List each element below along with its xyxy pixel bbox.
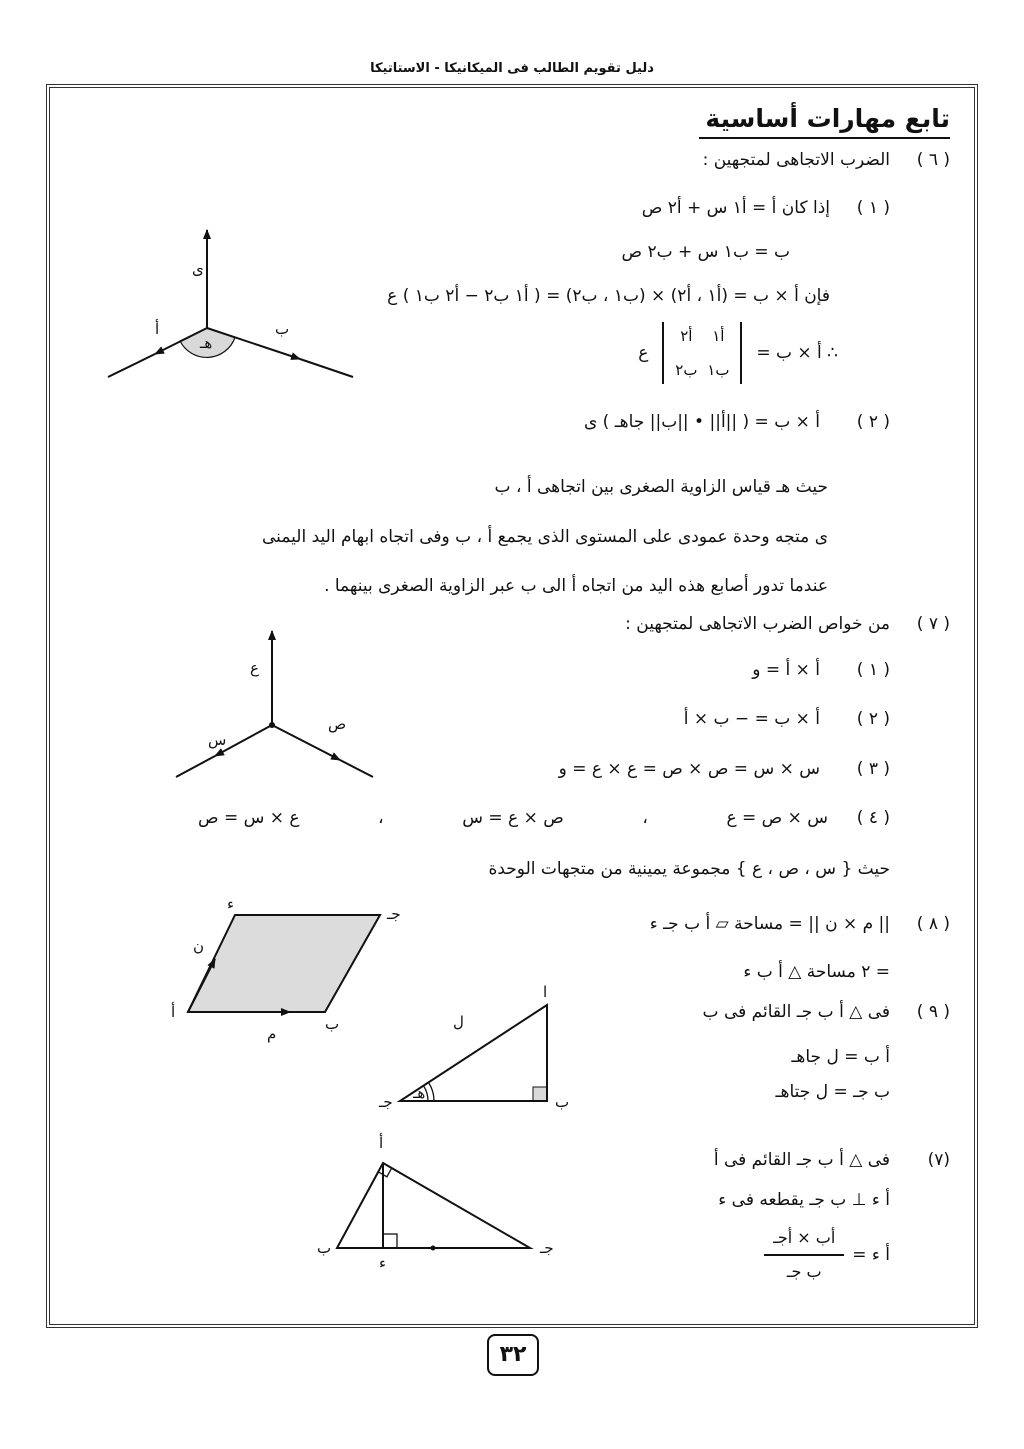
unit-j-line bbox=[340, 760, 373, 777]
prop-1-text: أ × أ = و bbox=[752, 660, 820, 680]
foot-right-angle-mark bbox=[383, 1234, 397, 1248]
prop-4-part: ع × س = ص bbox=[198, 808, 300, 828]
triangle-shape bbox=[337, 1163, 530, 1248]
fraction-numerator: أب × أجـ bbox=[773, 1228, 836, 1247]
running-header: دليل تقويم الطالب فى الميكانيكا - الاستاتيكا bbox=[370, 61, 654, 76]
label-b: ب bbox=[275, 320, 290, 338]
right-triangle-svg bbox=[375, 985, 575, 1115]
parallelogram-shape bbox=[188, 915, 380, 1012]
section-7-heading: من خواص الضرب الاتجاهى لمتجهين : bbox=[625, 614, 890, 634]
altitude-formula bbox=[764, 1226, 890, 1284]
fraction-denominator: ب جـ bbox=[786, 1262, 822, 1281]
origin-point bbox=[269, 722, 275, 728]
prop-4-part: ص × ع = س bbox=[462, 808, 564, 828]
label-theta: هـ bbox=[200, 334, 213, 352]
label-b: ب bbox=[317, 1239, 332, 1257]
section-6-number: ( ٦ ) bbox=[916, 150, 950, 170]
vector-a-definition: إذا كان أ = أ١ س + أ٢ ص bbox=[641, 198, 830, 218]
section-7-number: ( ٧ ) bbox=[916, 614, 950, 634]
sine-relation: أ ب = ل جاهـ bbox=[791, 1047, 890, 1067]
determinant bbox=[662, 322, 742, 384]
prop-4-separator: ، bbox=[642, 808, 648, 828]
item-6-1-number: ( ١ ) bbox=[856, 198, 890, 218]
triangle-area-formula: = ٢ مساحة △ أ ب ء bbox=[743, 962, 890, 982]
angle-arc-outer bbox=[429, 1082, 435, 1101]
label-m: م bbox=[267, 1025, 277, 1043]
label-c: جـ bbox=[379, 1093, 393, 1111]
label-i: ى bbox=[192, 260, 204, 278]
midpoint-dot bbox=[431, 1246, 436, 1251]
label-i: س bbox=[208, 731, 227, 749]
prop-4-part: س × ص = ع bbox=[726, 808, 828, 828]
label-theta: هـ bbox=[413, 1084, 426, 1102]
altitude-lhs: أ ء = bbox=[852, 1245, 890, 1265]
item-6-2-number: ( ٢ ) bbox=[856, 412, 890, 432]
prop-4-separator: ، bbox=[378, 808, 384, 828]
det-entry: أ١ bbox=[712, 327, 725, 345]
right-triangle-statement: فى △ أ ب جـ القائم فى ب bbox=[702, 1002, 890, 1022]
label-a: أ bbox=[543, 985, 548, 1001]
label-c: جـ bbox=[387, 905, 401, 923]
parallelogram-figure bbox=[165, 895, 410, 1045]
prop-2-number: ( ٢ ) bbox=[856, 709, 890, 729]
prop-3-number: ( ٣ ) bbox=[856, 759, 890, 779]
right-triangle-figure bbox=[375, 985, 575, 1115]
label-n: ن bbox=[193, 937, 205, 955]
altitude-triangle-svg bbox=[305, 1130, 570, 1275]
fraction bbox=[764, 1226, 844, 1284]
label-l: ل bbox=[453, 1013, 464, 1031]
section-9-number: ( ٩ ) bbox=[916, 1002, 950, 1022]
label-d: ء bbox=[379, 1254, 387, 1272]
label-c: جـ bbox=[540, 1239, 554, 1257]
unit-vectors-figure bbox=[170, 625, 380, 785]
unit-vectors-svg bbox=[170, 625, 380, 785]
vector-b-definition: ب = ب١ س + ب٢ ص bbox=[621, 242, 790, 262]
section-altitude-number: (٧) bbox=[927, 1150, 950, 1170]
label-a: أ bbox=[171, 1003, 176, 1021]
label-b: ب bbox=[325, 1015, 340, 1033]
page-title: تابع مهارات أساسية bbox=[699, 102, 950, 139]
page-number: ٣٢ bbox=[487, 1334, 539, 1376]
parallelogram-svg bbox=[165, 895, 410, 1045]
fraction-bar bbox=[764, 1254, 844, 1256]
label-k: ع bbox=[250, 659, 259, 677]
det-entry: أ٢ bbox=[680, 327, 693, 345]
det-entry: ب٢ bbox=[675, 361, 698, 379]
vector-a-line bbox=[108, 354, 155, 377]
where-line-3: عندما تدور أصابع هذه اليد من اتجاه أ الى ب عبر الزاوية الصغرى بينهما . bbox=[324, 576, 828, 596]
det-unit-vector: ع bbox=[638, 343, 649, 363]
prop-4-row bbox=[198, 806, 828, 830]
prop-4-number: ( ٤ ) bbox=[856, 808, 890, 828]
section-6-heading: الضرب الاتجاهى لمتجهين : bbox=[702, 150, 890, 170]
cosine-relation: ب جـ = ل جتاهـ bbox=[775, 1082, 890, 1102]
cross-product-svg bbox=[100, 222, 360, 387]
label-a: أ bbox=[155, 320, 160, 338]
where-line-2: ى متجه وحدة عمودى على المستوى الذى يجمع أ ، ب وفى اتجاه ابهام اليد اليمنى bbox=[262, 527, 828, 547]
prop-2-text: أ × ب = − ب × أ bbox=[683, 709, 820, 729]
label-j: ص bbox=[328, 715, 347, 733]
right-handed-set-note: حيث { س ، ص ، ع } مجموعة يمينية من متجهات الوحدة bbox=[488, 859, 890, 879]
parallelogram-area-formula: || م × ن || = مساحة ▱ أ ب جـ ء bbox=[649, 914, 890, 934]
section-8-number: ( ٨ ) bbox=[916, 914, 950, 934]
where-line-1: حيث هـ قياس الزاوية الصغرى بين اتجاهى أ ، ب bbox=[494, 477, 828, 497]
altitude-triangle-figure bbox=[305, 1130, 570, 1275]
cross-product-figure bbox=[100, 222, 360, 387]
label-b: ب bbox=[555, 1093, 570, 1111]
prop-3-text: س × س = ص × ص = ع × ع = و bbox=[558, 759, 820, 779]
prop-1-number: ( ١ ) bbox=[856, 660, 890, 680]
vector-b-line bbox=[300, 359, 353, 377]
altitude-perpendicular-statement: أ ء ⊥ ب جـ يقطعه فى ء bbox=[718, 1190, 890, 1210]
right-angle-mark bbox=[533, 1087, 547, 1101]
label-a: أ bbox=[379, 1134, 384, 1152]
therefore-text: ∴ أ × ب = bbox=[756, 343, 838, 363]
unit-i-line bbox=[176, 756, 215, 777]
altitude-triangle-statement: فى △ أ ب جـ القائم فى أ bbox=[713, 1150, 890, 1170]
det-entry: ب١ bbox=[707, 361, 730, 379]
label-d: ء bbox=[227, 895, 235, 913]
determinant-formula bbox=[638, 322, 838, 384]
cross-product-magnitude-formula: أ × ب = ( ||أ|| • ||ب|| جاهـ ) ى bbox=[583, 412, 820, 432]
cross-product-formula: فإن أ × ب = (أ١ ، أ٢) × (ب١ ، ب٢) = ( أ١ ب٢ − أ٢ ب١ ) ع bbox=[387, 286, 830, 306]
